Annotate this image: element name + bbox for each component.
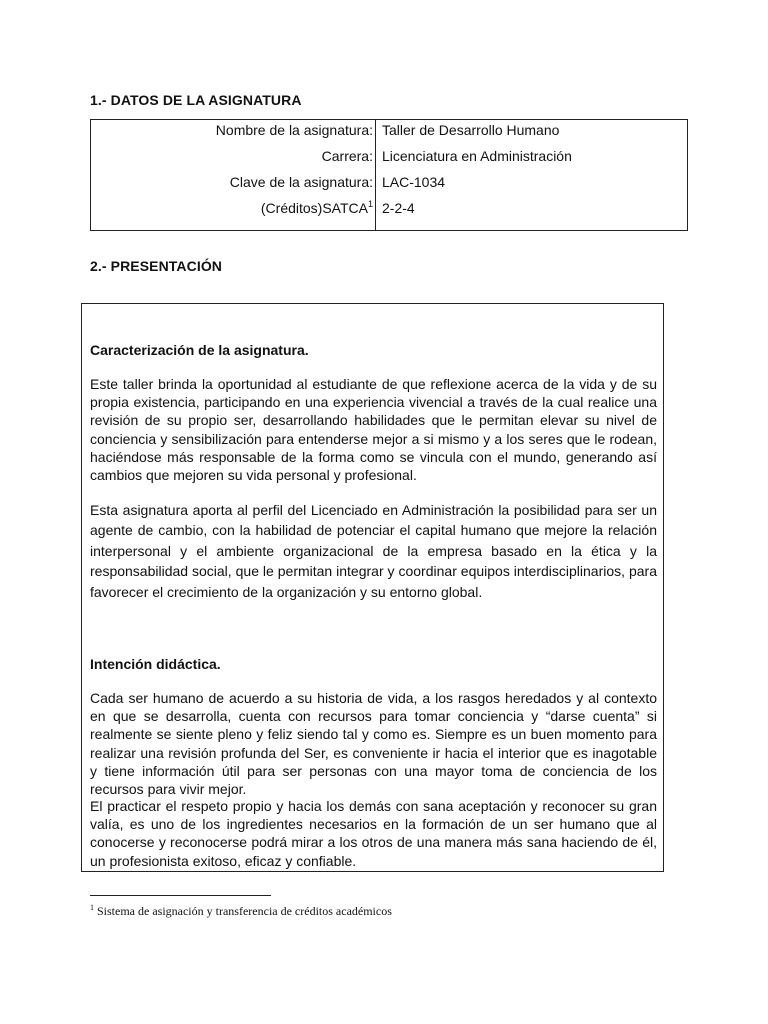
footnote-text: Sistema de asignación y transferencia de créditos académicos — [97, 904, 392, 918]
footnote-separator — [90, 895, 271, 896]
intencion-paragraph-2: El practicar el respeto propio y hacia los demás con sana aceptación y reconocer su gran valía, es uno de los ingredientes necesarios en la formación de un ser humano que al conocerse y reconocerse podrá mirar a los otros de una manera más sana haciendo de él, un profesionista exitoso, eficaz y confiable. — [90, 798, 657, 869]
footnote-ref[interactable]: 1 — [367, 199, 373, 209]
row-label-satca: (Créditos)SATCA$^1$ — [260, 199, 373, 216]
row-label-carrera: Carrera: — [321, 148, 373, 164]
caracterizacion-paragraph-1: Este taller brinda la oportunidad al estudiante de que reflexione acerca de la vida y de su propia existencia, participando en una experiencia vivencial a través de la cual realice una revisión de su propio ser, desarrollando habilidades que le permitan elevar su nivel de conciencia y sensibilización para entenderse mejor a si mismo y a los seres que le rodean, haciéndose más responsable de la forma como se vincula con el mundo, generando así cambios que mejoren su vida personal y profesional. — [90, 376, 657, 484]
row-value-carrera: Licenciatura en Administración — [382, 148, 572, 164]
footnote-marker: 1 — [90, 903, 94, 912]
presentation-box — [81, 303, 664, 872]
footnote — [90, 904, 392, 919]
row-label-clave: Clave de la asignatura: — [229, 174, 373, 190]
intencion-paragraph-1: Cada ser humano de acuerdo a su historia de vida, a los rasgos heredados y al contexto en que se desarrolla, cuenta con recursos para tomar conciencia y “darse cuenta” si realmente se siente pleno y feliz siendo tal y como es. Siempre es un buen momento para realizar una revisión profunda del Ser, es conveniente ir hacia el interior que es inagotable y tiene información útil para ser personas con una mayor toma de conciencia de los recursos para vivir mejor. — [90, 690, 657, 798]
table-row — [91, 173, 687, 199]
caracterizacion-paragraph-2: Esta asignatura aporta al perfil del Licenciado en Administración la posibilidad para ser un agente de cambio, con la habilidad de potenciar el capital humano que mejore la relación interpersonal y el ambiente organizacional de la empresa basado en la ética y la responsabilidad social, que le permitan integrar y coordinar equipos interdisciplinarios, para favorecer el crecimiento de la organización y su entorno global. — [90, 502, 657, 600]
course-data-table — [90, 119, 688, 231]
section-1-title: 1.- DATOS DE LA ASIGNATURA — [90, 92, 302, 108]
row-value-clave: LAC-1034 — [382, 174, 446, 190]
table-row — [91, 121, 687, 147]
intencion-heading: Intención didáctica. — [90, 656, 221, 672]
table-row — [91, 147, 687, 173]
table-row — [91, 199, 687, 225]
row-value-satca: 2-2-4 — [382, 200, 415, 216]
caracterizacion-heading: Caracterización de la asignatura. — [90, 342, 309, 358]
section-2-title: 2.- PRESENTACIÓN — [90, 258, 223, 274]
row-value-nombre: Taller de Desarrollo Humano — [382, 122, 560, 138]
row-label-nombre: Nombre de la asignatura: — [215, 122, 373, 138]
